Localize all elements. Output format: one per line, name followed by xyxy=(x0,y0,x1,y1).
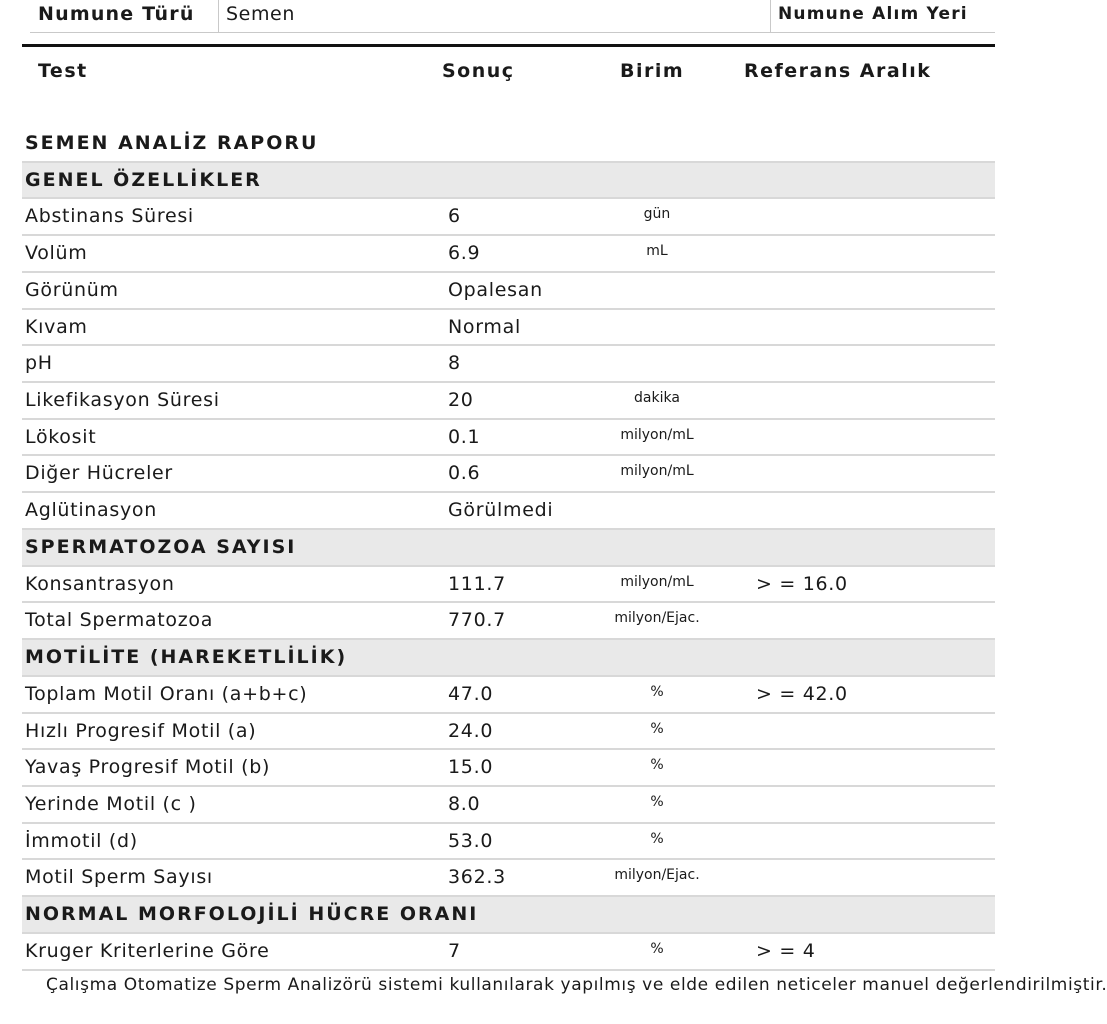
table-row xyxy=(22,750,995,787)
test-result: 20 xyxy=(448,389,474,412)
table-row xyxy=(22,603,995,640)
results-table xyxy=(22,126,995,971)
test-unit: % xyxy=(650,683,664,700)
test-name: Likefikasyon Süresi xyxy=(25,389,220,412)
table-row xyxy=(22,934,995,971)
test-unit: milyon/mL xyxy=(620,426,694,443)
header-rule xyxy=(22,44,995,47)
test-unit: % xyxy=(650,940,664,957)
test-unit: dakika xyxy=(634,390,680,407)
test-result: 24.0 xyxy=(448,719,494,742)
test-name: Lökosit xyxy=(25,425,97,448)
test-result: Opalesan xyxy=(448,278,543,301)
test-result: 53.0 xyxy=(448,829,494,852)
sample-type-label: Numune Türü xyxy=(38,3,195,25)
test-reference: > = 4 xyxy=(756,939,816,962)
test-name: Görünüm xyxy=(25,278,119,301)
table-row xyxy=(22,567,995,604)
table-row xyxy=(22,273,995,310)
table-row xyxy=(22,420,995,457)
test-result: 47.0 xyxy=(448,682,494,705)
test-name: Total Spermatozoa xyxy=(25,609,214,632)
test-unit: gün xyxy=(643,206,671,223)
test-name: Kruger Kriterlerine Göre xyxy=(25,939,270,962)
test-name: Yerinde Motil (c ) xyxy=(25,792,197,815)
section-title: NORMAL MORFOLOJİLİ HÜCRE ORANI xyxy=(25,903,479,926)
test-name: Toplam Motil Oranı (a+b+c) xyxy=(25,682,308,705)
table-row xyxy=(22,677,995,714)
test-name: Motil Sperm Sayısı xyxy=(25,866,213,889)
section-header-row xyxy=(22,530,995,567)
report-title-row xyxy=(22,126,995,163)
column-header-test: Test xyxy=(38,60,88,82)
test-result: 111.7 xyxy=(448,572,506,595)
table-row xyxy=(22,787,995,824)
section-title: SPERMATOZOA SAYISI xyxy=(25,535,297,558)
test-result: 362.3 xyxy=(448,866,506,889)
section-title: GENEL ÖZELLİKLER xyxy=(25,168,262,191)
table-row xyxy=(22,824,995,861)
column-header-result: Sonuç xyxy=(442,60,515,82)
table-row xyxy=(22,310,995,347)
test-unit: milyon/mL xyxy=(620,463,694,480)
test-result: 0.1 xyxy=(448,425,481,448)
test-unit: mL xyxy=(646,243,668,260)
table-row xyxy=(22,236,995,273)
test-unit: milyon/Ejac. xyxy=(614,610,700,627)
sample-info-bar xyxy=(30,0,995,33)
test-result: 6 xyxy=(448,205,461,228)
test-result: 770.7 xyxy=(448,609,506,632)
section-title: MOTİLİTE (HAREKETLİLİK) xyxy=(25,646,348,669)
test-result: 8.0 xyxy=(448,792,481,815)
divider xyxy=(218,0,219,32)
test-unit: % xyxy=(650,830,664,847)
section-header-row xyxy=(22,640,995,677)
test-name: pH xyxy=(25,352,53,375)
column-header-reference: Referans Aralık xyxy=(744,60,932,82)
test-name: İmmotil (d) xyxy=(25,829,138,852)
test-result: 0.6 xyxy=(448,462,481,485)
test-unit: % xyxy=(650,720,664,737)
test-name: Hızlı Progresif Motil (a) xyxy=(25,719,257,742)
table-row xyxy=(22,199,995,236)
test-name: Diğer Hücreler xyxy=(25,462,173,485)
test-result: 6.9 xyxy=(448,242,481,265)
table-row xyxy=(22,456,995,493)
test-result: Görülmedi xyxy=(448,499,554,522)
test-unit: milyon/Ejac. xyxy=(614,867,700,884)
table-row xyxy=(22,493,995,530)
report-title: SEMEN ANALİZ RAPORU xyxy=(25,132,319,154)
table-row xyxy=(22,383,995,420)
test-result: 8 xyxy=(448,352,461,375)
table-row xyxy=(22,346,995,383)
table-row xyxy=(22,714,995,751)
table-row xyxy=(22,860,995,897)
column-header-unit: Birim xyxy=(620,60,685,82)
test-name: Yavaş Progresif Motil (b) xyxy=(25,756,271,779)
sample-place-label: Numune Alım Yeri xyxy=(778,4,968,24)
test-reference: > = 42.0 xyxy=(756,682,848,705)
divider xyxy=(770,0,771,32)
test-result: 15.0 xyxy=(448,756,494,779)
test-reference: > = 16.0 xyxy=(756,572,848,595)
test-name: Volüm xyxy=(25,242,88,265)
footnote: Çalışma Otomatize Sperm Analizörü sistemi kullanılarak yapılmış ve elde edilen neticeler manuel değerlendirilmiştir. xyxy=(46,975,1107,995)
test-name: Kıvam xyxy=(25,315,88,338)
section-header-row xyxy=(22,163,995,200)
test-result: 7 xyxy=(448,939,461,962)
test-result: Normal xyxy=(448,315,521,338)
test-name: Aglütinasyon xyxy=(25,499,158,522)
sample-type-value: Semen xyxy=(226,3,295,25)
test-unit: % xyxy=(650,757,664,774)
test-name: Abstinans Süresi xyxy=(25,205,194,228)
section-header-row xyxy=(22,897,995,934)
test-unit: % xyxy=(650,793,664,810)
test-unit: milyon/mL xyxy=(620,573,694,590)
test-name: Konsantrasyon xyxy=(25,572,175,595)
table-header xyxy=(22,48,995,128)
